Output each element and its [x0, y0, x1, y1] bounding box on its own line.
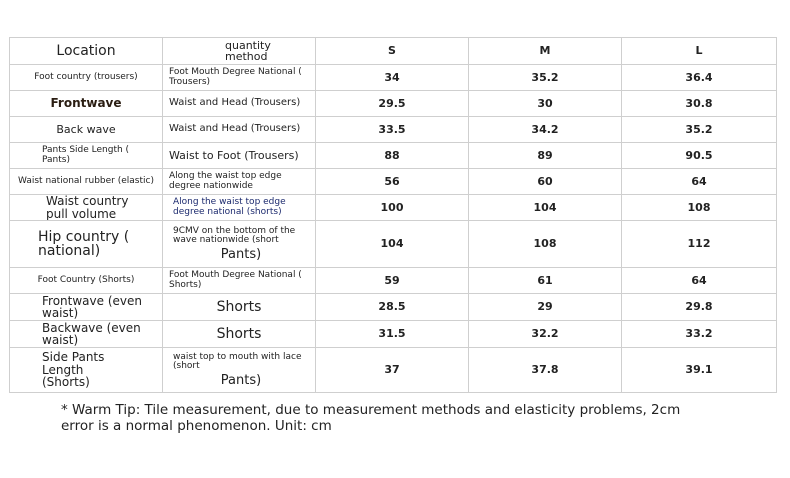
value-s: 56	[316, 169, 469, 195]
value-s: 34	[316, 65, 469, 91]
header-method: quantity method	[163, 38, 316, 65]
row-method: Waist to Foot (Trousers)	[163, 143, 316, 169]
table-row	[10, 117, 777, 143]
value-s: 100	[316, 195, 469, 221]
row-method: Shorts	[163, 294, 316, 321]
table-row	[10, 65, 777, 91]
row-method-text: 9CMV on the bottom of the wave nationwide (short	[173, 225, 296, 246]
value-m: 60	[469, 169, 622, 195]
table-row	[10, 143, 777, 169]
row-method: Along the waist top edge degree nationwide	[163, 169, 316, 195]
value-m: 61	[469, 268, 622, 294]
table-row	[10, 294, 777, 321]
value-s: 28.5	[316, 294, 469, 321]
value-s: 104	[316, 221, 469, 268]
value-m: 37.8	[469, 348, 622, 393]
value-l: 39.1	[622, 348, 777, 393]
value-m: 104	[469, 195, 622, 221]
value-s: 33.5	[316, 117, 469, 143]
row-location: Frontwave	[10, 91, 163, 117]
value-l: 90.5	[622, 143, 777, 169]
value-s: 29.5	[316, 91, 469, 117]
table-row	[10, 268, 777, 294]
header-size-l: L	[622, 38, 777, 65]
row-location: Frontwave (even waist)	[10, 294, 163, 321]
row-method: Foot Mouth Degree National ( Trousers)	[163, 65, 316, 91]
row-location: Back wave	[10, 117, 163, 143]
row-method: Foot Mouth Degree National ( Shorts)	[163, 268, 316, 294]
row-method-text: waist top to mouth with lace (short	[173, 351, 302, 372]
value-m: 30	[469, 91, 622, 117]
value-s: 88	[316, 143, 469, 169]
table-row	[10, 169, 777, 195]
value-m: 89	[469, 143, 622, 169]
row-location: Backwave (even waist)	[10, 321, 163, 348]
row-location: Waist national rubber (elastic)	[10, 169, 163, 195]
table-row	[10, 321, 777, 348]
row-location: Hip country ( national)	[10, 221, 163, 268]
table-row	[10, 348, 777, 393]
row-location: Foot Country (Shorts)	[10, 268, 163, 294]
row-method: Waist and Head (Trousers)	[163, 117, 316, 143]
table-row	[10, 91, 777, 117]
header-row	[10, 38, 777, 65]
value-m: 108	[469, 221, 622, 268]
row-method: Along the waist top edge degree national (shorts)	[163, 195, 316, 221]
value-l: 64	[622, 268, 777, 294]
table-row	[10, 221, 777, 268]
row-location: Waist country pull volume	[10, 195, 163, 221]
row-location: Side Pants Length (Shorts)	[10, 348, 163, 393]
row-method: Shorts	[163, 321, 316, 348]
value-l: 64	[622, 169, 777, 195]
value-m: 29	[469, 294, 622, 321]
header-size-s: S	[316, 38, 469, 65]
value-l: 35.2	[622, 117, 777, 143]
row-location: Foot country (trousers)	[10, 65, 163, 91]
row-location: Pants Side Length ( Pants)	[10, 143, 163, 169]
header-size-m: M	[469, 38, 622, 65]
value-m: 35.2	[469, 65, 622, 91]
value-m: 32.2	[469, 321, 622, 348]
value-l: 112	[622, 221, 777, 268]
row-method-extra: Pants)	[220, 372, 262, 388]
value-l: 33.2	[622, 321, 777, 348]
row-method-extra: Pants)	[220, 246, 262, 262]
row-method	[163, 348, 316, 393]
value-s: 37	[316, 348, 469, 393]
row-method	[163, 221, 316, 268]
value-l: 108	[622, 195, 777, 221]
table-row	[10, 195, 777, 221]
row-method: Waist and Head (Trousers)	[163, 91, 316, 117]
header-location: Location	[10, 38, 163, 65]
value-m: 34.2	[469, 117, 622, 143]
size-chart-table	[9, 37, 777, 393]
value-s: 59	[316, 268, 469, 294]
value-l: 36.4	[622, 65, 777, 91]
warm-tip-note: * Warm Tip: Tile measurement, due to measurement methods and elasticity problems, 2cm error is a normal phenomenon. Unit: cm	[61, 402, 681, 434]
value-l: 29.8	[622, 294, 777, 321]
value-l: 30.8	[622, 91, 777, 117]
value-s: 31.5	[316, 321, 469, 348]
